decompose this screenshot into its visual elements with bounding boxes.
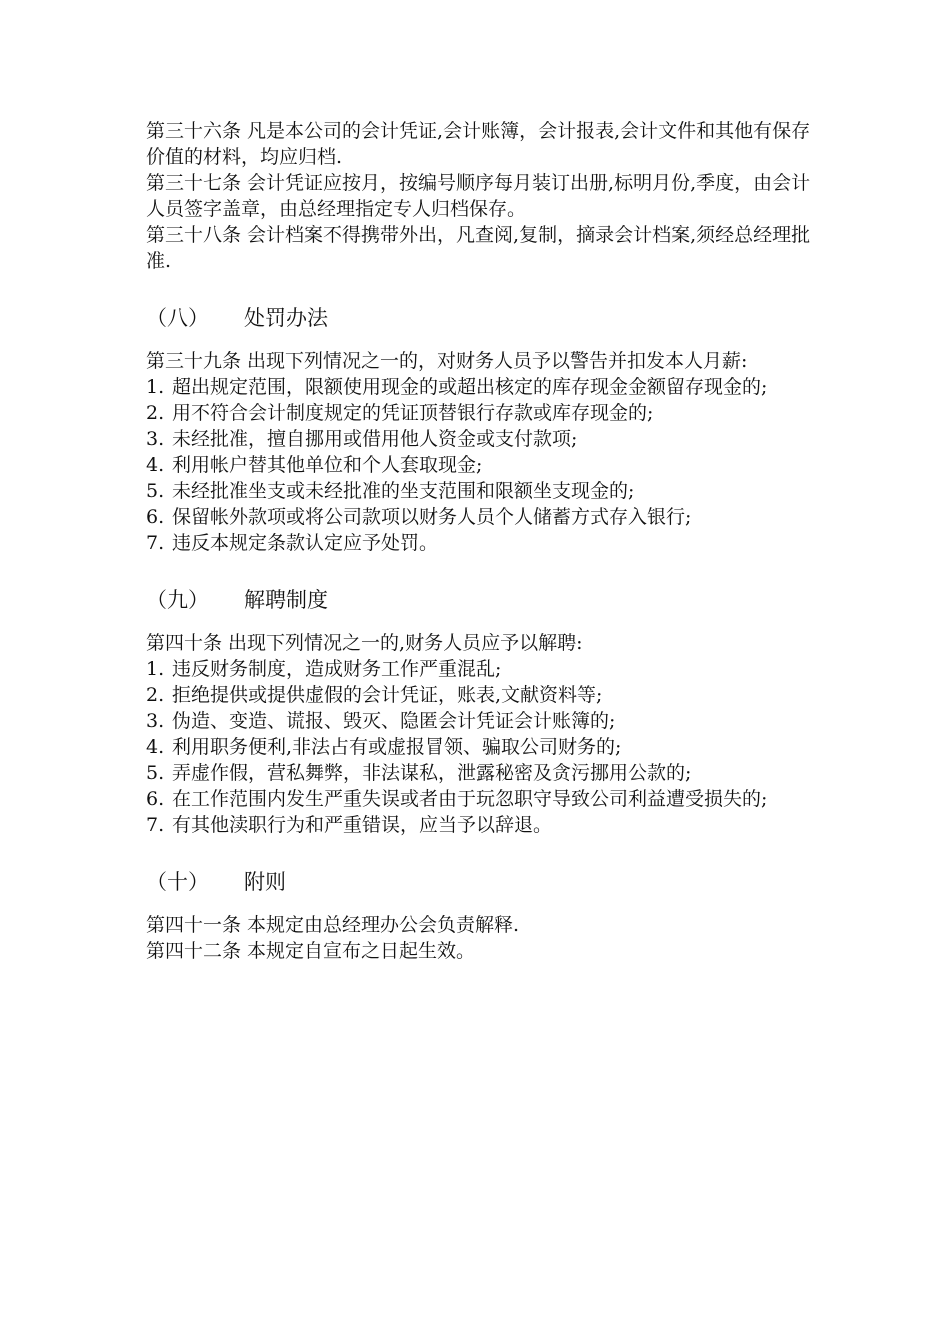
list-item: 1. 超出规定范围，限额使用现金的或超出核定的库存现金金额留存现金的; — [146, 376, 768, 398]
article-38: 第三十八条 会计档案不得携带外出，凡查阅,复制，摘录会计档案,须经总经理批准. — [146, 224, 811, 272]
list-item: 3. 伪造、变造、谎报、毁灭、隐匿会计凭证会计账簿的; — [146, 710, 616, 732]
section-title: 处罚办法 — [244, 306, 328, 330]
list-item: 2. 用不符合会计制度规定的凭证顶替银行存款或库存现金的; — [146, 402, 654, 424]
list-item: 4. 利用职务便利,非法占有或虚报冒领、骗取公司财务的; — [146, 736, 622, 758]
list-item: 2. 拒绝提供或提供虚假的会计凭证，账表,文献资料等; — [146, 684, 603, 706]
list-item: 6. 保留帐外款项或将公司款项以财务人员个人储蓄方式存入银行; — [146, 506, 692, 528]
section-heading — [146, 304, 826, 332]
article-39: 第三十九条 出现下列情况之一的，对财务人员予以警告并扣发本人月薪: — [146, 350, 748, 372]
list-item: 4. 利用帐户替其他单位和个人套取现金; — [146, 454, 483, 476]
section-number: （九） — [146, 588, 209, 612]
intro-articles — [146, 118, 826, 274]
article-41: 第四十一条 本规定由总经理办公会负责解释. — [146, 914, 520, 936]
list-item: 1. 违反财务制度，造成财务工作严重混乱; — [146, 658, 502, 680]
list-item: 7. 有其他渎职行为和严重错误，应当予以辞退。 — [146, 814, 553, 836]
article-42: 第四十二条 本规定自宣布之日起生效。 — [146, 940, 476, 962]
section-supplementary — [146, 868, 826, 964]
section-heading — [146, 868, 826, 896]
article-37: 第三十七条 会计凭证应按月，按编号顺序每月装订出册,标明月份,季度，由会计人员签字盖章，由总经理指定专人归档保存。 — [146, 172, 811, 220]
section-heading — [146, 586, 826, 614]
document-page — [146, 118, 826, 964]
section-title: 解聘制度 — [244, 588, 328, 612]
dismissal-list — [146, 656, 826, 838]
section-title: 附则 — [244, 870, 286, 894]
section-number: （八） — [146, 306, 209, 330]
article-40: 第四十条 出现下列情况之一的,财务人员应予以解聘: — [146, 632, 583, 654]
list-item: 5. 未经批准坐支或未经批准的坐支范围和限额坐支现金的; — [146, 480, 635, 502]
list-item: 5. 弄虚作假，营私舞弊，非法谋私，泄露秘密及贪污挪用公款的; — [146, 762, 692, 784]
section-dismissal — [146, 586, 826, 838]
list-item: 3. 未经批准，擅自挪用或借用他人资金或支付款项; — [146, 428, 578, 450]
section-number: （十） — [146, 870, 209, 894]
list-item: 6. 在工作范围内发生严重失误或者由于玩忽职守导致公司利益遭受损失的; — [146, 788, 768, 810]
list-item: 7. 违反本规定条款认定应予处罚。 — [146, 532, 439, 554]
penalty-list — [146, 374, 826, 556]
section-penalties — [146, 304, 826, 556]
article-36: 第三十六条 凡是本公司的会计凭证,会计账簿，会计报表,会计文件和其他有保存价值的材料，均应归档. — [146, 120, 811, 168]
